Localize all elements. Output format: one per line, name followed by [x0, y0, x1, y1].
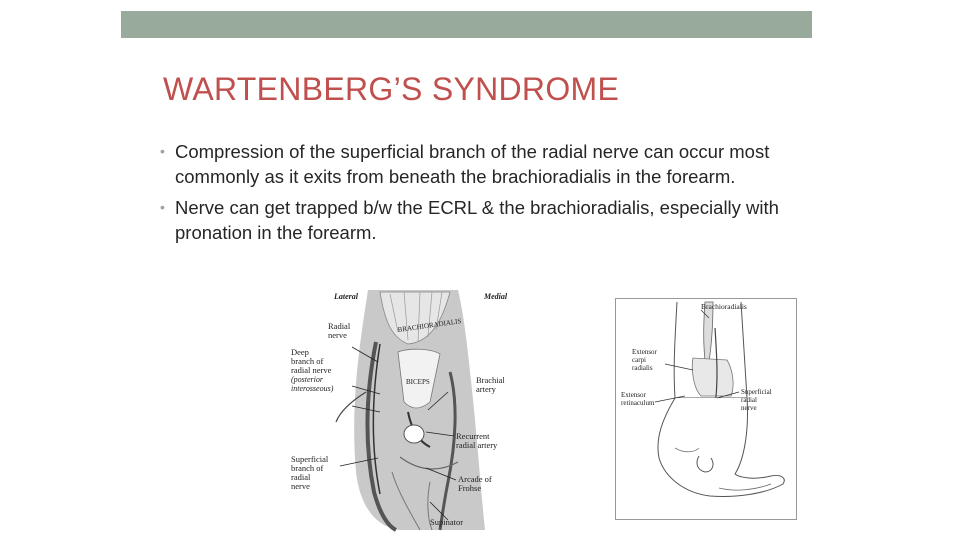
- label-radial-nerve: Radial: [328, 321, 351, 331]
- label-extensor-retinaculum: Extensor: [621, 391, 646, 399]
- label-extensor-carpi-radialis: carpi: [632, 356, 646, 364]
- wrist-anatomy-drawing: [615, 298, 797, 520]
- label-deep-branch: Deep: [291, 347, 309, 357]
- header-bar: [121, 11, 812, 38]
- label-superficial-branch: branch of: [291, 463, 324, 473]
- label-brachial-artery: artery: [476, 384, 496, 394]
- bullet-item: [160, 139, 780, 189]
- label-arcade-of-frohse: Frohse: [458, 483, 482, 493]
- label-brachial-artery: Brachial: [476, 375, 505, 385]
- bullet-item: [160, 195, 780, 245]
- label-extensor-retinaculum: retinaculum: [621, 399, 655, 407]
- label-brachioradialis: BRACHIORADIALIS: [397, 317, 462, 334]
- label-deep-branch: branch of: [291, 356, 324, 366]
- label-recurrent-radial-artery: radial artery: [456, 440, 498, 450]
- label-medial: Medial: [484, 292, 508, 301]
- bullet-list: [160, 139, 780, 251]
- slide-title: WARTENBERG’S SYNDROME: [163, 71, 620, 107]
- label-recurrent-radial-artery: Recurrent: [456, 431, 490, 441]
- label-extensor-carpi-radialis: Extensor: [632, 348, 657, 356]
- bullet-dot-icon: •: [160, 199, 165, 215]
- elbow-anatomy-illustration: [280, 282, 520, 532]
- label-superficial-branch: radial: [291, 472, 311, 482]
- label-lateral: Lateral: [334, 292, 358, 301]
- label-superficial-radial-nerve: radial: [741, 396, 757, 404]
- label-biceps: BICEPS: [406, 378, 430, 386]
- label-deep-branch: (posterior: [291, 375, 323, 384]
- label-radial-nerve: nerve: [328, 330, 347, 340]
- label-deep-branch: radial nerve: [291, 365, 332, 375]
- label-extensor-carpi-radialis: radialis: [632, 364, 653, 372]
- bullet-dot-icon: •: [160, 143, 165, 159]
- elbow-anatomy-drawing: [280, 282, 520, 532]
- label-superficial-radial-nerve: nerve: [741, 404, 757, 412]
- bullet-text: Compression of the superficial branch of the radial nerve can occur most commonly as it exits from beneath the brachioradialis in the forearm.: [175, 141, 770, 187]
- label-superficial-radial-nerve: Superficial: [741, 388, 772, 396]
- label-arcade-of-frohse: Arcade of: [458, 474, 492, 484]
- label-supinator: Supinator: [430, 517, 464, 527]
- label-superficial-branch: Superficial: [291, 454, 329, 464]
- label-brachioradialis: Brachioradialis: [701, 302, 747, 311]
- label-superficial-branch: nerve: [291, 481, 310, 491]
- bullet-text: Nerve can get trapped b/w the ECRL & the brachioradialis, especially with pronation in the forearm.: [175, 197, 779, 243]
- wrist-anatomy-illustration: [615, 298, 797, 520]
- label-deep-branch: interosseous): [291, 384, 334, 393]
